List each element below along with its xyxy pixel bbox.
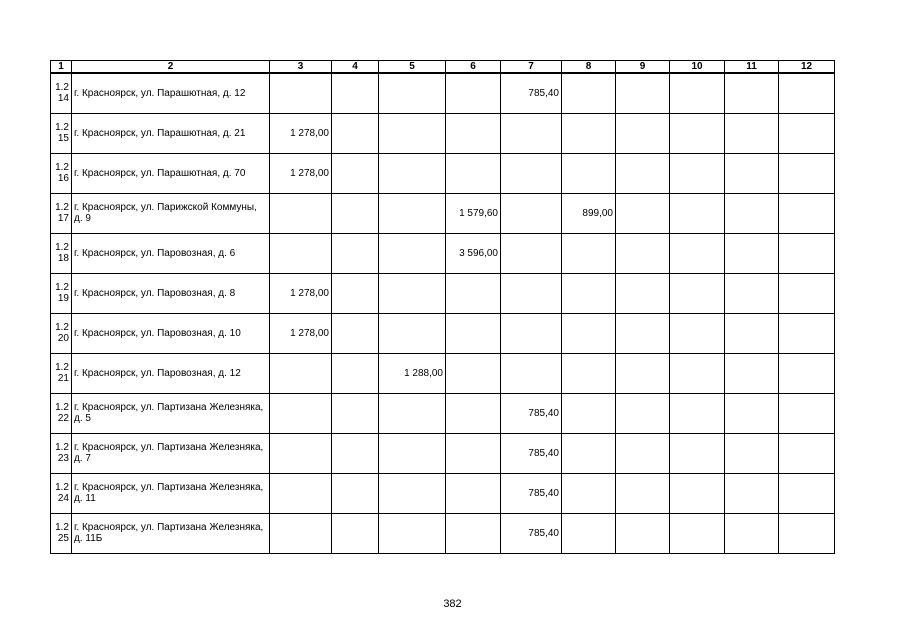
address-cell: г. Красноярск, ул. Парашютная, д. 21 [72,113,270,153]
value-cell-3 [270,513,332,553]
address-cell: г. Красноярск, ул. Паровозная, д. 6 [72,233,270,273]
value-cell-9 [616,153,670,193]
register-table [50,60,835,554]
row-number-cell: 1.2 17 [51,193,72,233]
header-row [51,61,835,74]
value-cell-3 [270,233,332,273]
value-cell-6 [446,473,501,513]
value-cell-5 [379,393,446,433]
value-cell-10 [670,73,725,113]
table-body [51,73,835,553]
value-cell-8 [562,313,616,353]
value-cell-10 [670,513,725,553]
value-cell-9 [616,193,670,233]
value-cell-3 [270,433,332,473]
address-cell: г. Красноярск, ул. Паровозная, д. 12 [72,353,270,393]
table-row [51,473,835,513]
value-cell-7 [501,113,562,153]
table-row [51,273,835,313]
value-cell-8 [562,273,616,313]
value-cell-8 [562,393,616,433]
row-number-cell: 1.2 21 [51,353,72,393]
value-cell-7: 785,40 [501,473,562,513]
value-cell-5 [379,73,446,113]
value-cell-10 [670,313,725,353]
value-cell-3 [270,73,332,113]
value-cell-3: 1 278,00 [270,273,332,313]
row-number-cell: 1.2 24 [51,473,72,513]
value-cell-9 [616,273,670,313]
value-cell-10 [670,233,725,273]
table-row [51,433,835,473]
value-cell-4 [332,433,379,473]
header-col-10: 10 [670,61,725,74]
value-cell-4 [332,193,379,233]
value-cell-5 [379,193,446,233]
value-cell-3 [270,473,332,513]
value-cell-6 [446,313,501,353]
table-row [51,233,835,273]
value-cell-8: 899,00 [562,193,616,233]
value-cell-5 [379,113,446,153]
value-cell-7: 785,40 [501,393,562,433]
value-cell-7: 785,40 [501,433,562,473]
header-col-6: 6 [446,61,501,74]
value-cell-12 [779,473,835,513]
header-col-1: 1 [51,61,72,74]
value-cell-3: 1 278,00 [270,113,332,153]
address-cell: г. Красноярск, ул. Партизана Железняка, д. 11 [72,473,270,513]
row-number-cell: 1.2 15 [51,113,72,153]
value-cell-12 [779,73,835,113]
value-cell-11 [725,353,779,393]
value-cell-4 [332,233,379,273]
value-cell-11 [725,313,779,353]
value-cell-3 [270,393,332,433]
value-cell-12 [779,273,835,313]
value-cell-4 [332,473,379,513]
header-col-12: 12 [779,61,835,74]
address-cell: г. Красноярск, ул. Парашютная, д. 70 [72,153,270,193]
row-number-cell: 1.2 16 [51,153,72,193]
value-cell-7 [501,353,562,393]
value-cell-6 [446,153,501,193]
value-cell-4 [332,153,379,193]
value-cell-8 [562,433,616,473]
header-col-5: 5 [379,61,446,74]
value-cell-3 [270,353,332,393]
value-cell-11 [725,113,779,153]
value-cell-3: 1 278,00 [270,153,332,193]
value-cell-4 [332,273,379,313]
row-number-cell: 1.2 14 [51,73,72,113]
row-number-cell: 1.2 25 [51,513,72,553]
value-cell-5 [379,273,446,313]
value-cell-9 [616,513,670,553]
value-cell-5 [379,153,446,193]
value-cell-12 [779,153,835,193]
value-cell-11 [725,193,779,233]
value-cell-12 [779,513,835,553]
value-cell-12 [779,113,835,153]
value-cell-5 [379,233,446,273]
value-cell-8 [562,73,616,113]
value-cell-12 [779,313,835,353]
table-row [51,193,835,233]
value-cell-10 [670,113,725,153]
table-row [51,113,835,153]
value-cell-6 [446,433,501,473]
value-cell-8 [562,153,616,193]
value-cell-11 [725,233,779,273]
value-cell-12 [779,393,835,433]
value-cell-4 [332,393,379,433]
address-cell: г. Красноярск, ул. Паровозная, д. 10 [72,313,270,353]
value-cell-5 [379,313,446,353]
value-cell-6 [446,273,501,313]
table-row [51,513,835,553]
value-cell-4 [332,73,379,113]
table-row [51,153,835,193]
address-cell: г. Красноярск, ул. Парижской Коммуны, д. 9 [72,193,270,233]
value-cell-9 [616,353,670,393]
header-col-8: 8 [562,61,616,74]
value-cell-9 [616,73,670,113]
value-cell-7: 785,40 [501,73,562,113]
table-row [51,353,835,393]
value-cell-5 [379,433,446,473]
page-number: 382 [443,598,462,610]
value-cell-6: 3 596,00 [446,233,501,273]
value-cell-4 [332,113,379,153]
value-cell-9 [616,433,670,473]
header-col-11: 11 [725,61,779,74]
value-cell-8 [562,233,616,273]
value-cell-10 [670,393,725,433]
value-cell-10 [670,433,725,473]
value-cell-10 [670,353,725,393]
value-cell-4 [332,313,379,353]
value-cell-5: 1 288,00 [379,353,446,393]
value-cell-11 [725,393,779,433]
value-cell-8 [562,473,616,513]
table-row [51,393,835,433]
value-cell-9 [616,473,670,513]
value-cell-10 [670,153,725,193]
header-col-3: 3 [270,61,332,74]
address-cell: г. Красноярск, ул. Партизана Железняка, д. 11Б [72,513,270,553]
value-cell-3: 1 278,00 [270,313,332,353]
address-cell: г. Красноярск, ул. Парашютная, д. 12 [72,73,270,113]
value-cell-11 [725,273,779,313]
value-cell-6 [446,113,501,153]
address-cell: г. Красноярск, ул. Партизана Железняка, д. 5 [72,393,270,433]
value-cell-9 [616,233,670,273]
value-cell-11 [725,153,779,193]
value-cell-8 [562,113,616,153]
value-cell-9 [616,313,670,353]
value-cell-6 [446,353,501,393]
value-cell-7 [501,193,562,233]
value-cell-8 [562,513,616,553]
value-cell-12 [779,353,835,393]
value-cell-7 [501,153,562,193]
row-number-cell: 1.2 22 [51,393,72,433]
header-col-4: 4 [332,61,379,74]
value-cell-3 [270,193,332,233]
value-cell-12 [779,433,835,473]
row-number-cell: 1.2 19 [51,273,72,313]
address-cell: г. Красноярск, ул. Партизана Железняка, д. 7 [72,433,270,473]
value-cell-7: 785,40 [501,513,562,553]
value-cell-7 [501,233,562,273]
value-cell-11 [725,513,779,553]
value-cell-11 [725,473,779,513]
value-cell-7 [501,273,562,313]
value-cell-10 [670,473,725,513]
header-col-2: 2 [72,61,270,74]
row-number-cell: 1.2 20 [51,313,72,353]
value-cell-5 [379,513,446,553]
value-cell-11 [725,73,779,113]
value-cell-4 [332,513,379,553]
table-row [51,313,835,353]
value-cell-6 [446,73,501,113]
row-number-cell: 1.2 18 [51,233,72,273]
value-cell-4 [332,353,379,393]
value-cell-6 [446,513,501,553]
value-cell-9 [616,393,670,433]
value-cell-11 [725,433,779,473]
value-cell-8 [562,353,616,393]
value-cell-5 [379,473,446,513]
row-number-cell: 1.2 23 [51,433,72,473]
value-cell-10 [670,273,725,313]
value-cell-6 [446,393,501,433]
header-col-9: 9 [616,61,670,74]
address-cell: г. Красноярск, ул. Паровозная, д. 8 [72,273,270,313]
header-col-7: 7 [501,61,562,74]
value-cell-7 [501,313,562,353]
value-cell-12 [779,233,835,273]
value-cell-10 [670,193,725,233]
table-row [51,73,835,113]
value-cell-6: 1 579,60 [446,193,501,233]
value-cell-12 [779,193,835,233]
value-cell-9 [616,113,670,153]
